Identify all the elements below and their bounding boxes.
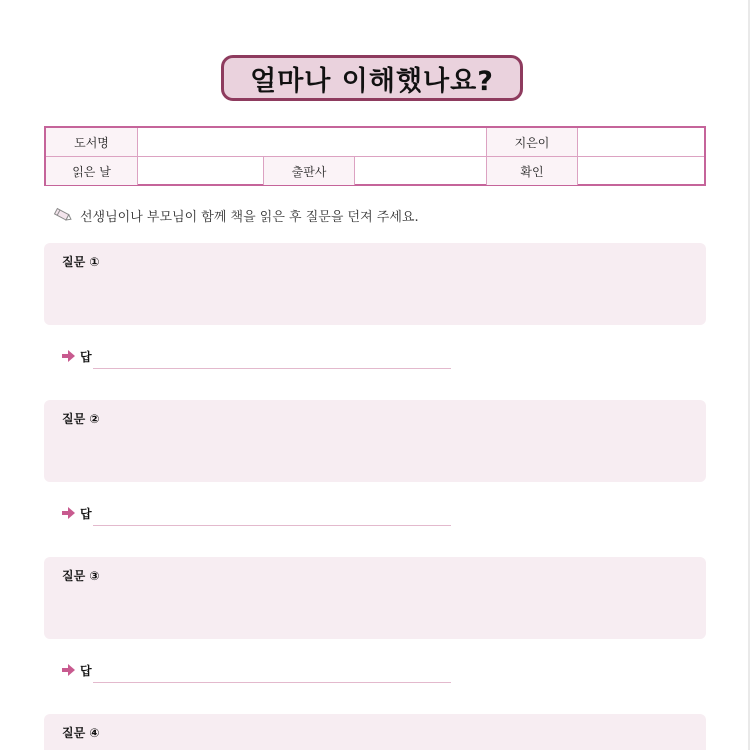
arrow-right-icon [62, 664, 76, 676]
answer-row [62, 503, 462, 527]
question-label: 질문 ③ [62, 569, 100, 583]
book-name-label: 도서명 [46, 128, 137, 156]
instruction-text: 선생님이나 부모님이 함께 책을 읽은 후 질문을 던져 주세요. [80, 209, 419, 225]
book-name-field[interactable] [137, 128, 486, 156]
author-label: 지은이 [486, 128, 577, 156]
title-badge [221, 55, 523, 101]
question-label: 질문 ① [62, 255, 100, 269]
answer-row [62, 660, 462, 684]
arrow-right-icon [62, 350, 76, 362]
question-label: 질문 ④ [62, 726, 100, 740]
page-title: 얼마나 이해했나요? [250, 65, 494, 97]
answer-line[interactable] [93, 682, 451, 683]
info-row-1 [46, 128, 704, 157]
question-box[interactable] [44, 400, 706, 482]
question-box[interactable] [44, 557, 706, 639]
publisher-label: 출판사 [263, 157, 354, 185]
answer-row [62, 346, 462, 370]
question-box[interactable] [44, 243, 706, 325]
arrow-right-icon [62, 507, 76, 519]
answer-label: 답 [80, 350, 92, 364]
instruction [52, 204, 419, 226]
read-date-field[interactable] [137, 157, 263, 185]
confirm-label: 확인 [486, 157, 577, 185]
info-row-2 [46, 157, 704, 185]
answer-line[interactable] [93, 368, 451, 369]
answer-line[interactable] [93, 525, 451, 526]
author-field[interactable] [577, 128, 704, 156]
question-box[interactable] [44, 714, 706, 750]
answer-label: 답 [80, 664, 92, 678]
question-label: 질문 ② [62, 412, 100, 426]
publisher-field[interactable] [354, 157, 486, 185]
book-info-table [44, 126, 706, 186]
read-date-label: 읽은 날 [46, 157, 137, 185]
answer-label: 답 [80, 507, 92, 521]
pencil-icon [52, 206, 74, 224]
confirm-field[interactable] [577, 157, 704, 185]
